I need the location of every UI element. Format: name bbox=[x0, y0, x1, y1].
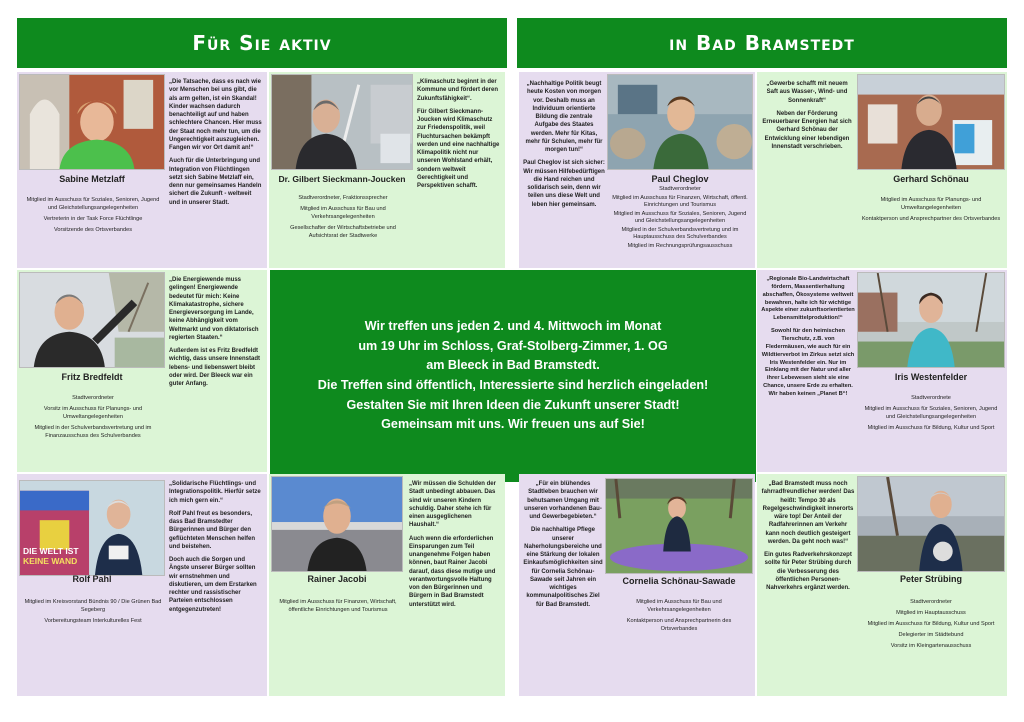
text-cheglov: „Nachhaltige Politik beugt heute Kosten von morgen vor. Deshalb muss an Individuum orientierte Bildung die zentrale Aufgabe des Staates werden. Mehr für Kitas, mehr für Schulen, mehr für morgen tun!“ Paul Cheglov ist sich sicher: Wir müssen Hilfebedürftigen die Hand reichen und solidarisch sein, denn wir teilen uns diese Welt und leben hier gemeinsam. bbox=[523, 81, 605, 208]
header-left: Für Sie aktiv bbox=[17, 18, 507, 68]
photo-struebing bbox=[857, 476, 1005, 572]
card-bredfeldt bbox=[17, 270, 267, 472]
text-schoenau: „Gewerbe schafft mit neuem Saft aus Wasser-, Wind- und Sonnenkraft“ Neben der Förderung Erneuerbarer Energien hat sich Gerhard Schönau der Entwicklung einer lebendigen Innenstadt verschrieben. bbox=[762, 81, 852, 150]
meeting-line-4: Die Treffen sind öffentlich, Interessierte sind herzlich eingeladen! bbox=[317, 378, 709, 392]
name-sawade: Cornelia Schönau-Sawade bbox=[622, 576, 736, 586]
card-sieckmann bbox=[269, 72, 505, 268]
card-struebing bbox=[757, 474, 1007, 696]
roles-cheglov: Stadtverordneter Mitglied im Ausschuss für Finanzen, Wirtschaft, öffentl. Einrichtungen und Tourismus Mitglied im Ausschuss für Soziales, Senioren, Jugend und Gleichstellungsangelegenheiten Mitglied in der Schulverbandsvertretung und im Hauptausschuss des Schulverbandes Mitglied im Rechnungsprüfungsausschuss bbox=[612, 186, 748, 249]
photo-sawade bbox=[605, 478, 753, 574]
name-cheglov: Paul Cheglov bbox=[651, 174, 709, 184]
name-pahl: Rolf Pahl bbox=[72, 574, 112, 584]
meeting-line-3: am Bleeck in Bad Bramstedt. bbox=[426, 358, 600, 373]
card-schoenau bbox=[757, 72, 1007, 268]
photo-westenfelder bbox=[857, 272, 1005, 368]
name-sieckmann: Dr. Gilbert Sieckmann-Joucken bbox=[278, 174, 406, 184]
roles-bredfeldt: Stadtverordneter Vorsitz im Ausschuss für Planungs- und Umweltangelegenheiten Mitglied in der Schulverbandsvertretung und im Finanzausschuss des Schulverbandes bbox=[34, 395, 152, 440]
photo-schoenau bbox=[857, 74, 1005, 170]
photo-pahl bbox=[19, 480, 165, 576]
photo-jacobi bbox=[271, 476, 403, 572]
photo-sieckmann bbox=[271, 74, 413, 170]
card-metzlaff bbox=[17, 72, 267, 268]
text-sieckmann: „Klimaschutz beginnt in der Kommune und fördert deren Zukunftsfähigkeit“. Für Gilbert Sieckmann-Joucken wird Klimaschutz zur Friedenspolitik, weil Fluchtursachen bekämpft werden und eine nachhaltige Klimapolitik nicht nur unseren Wohlstand erhält, sondern weltweit Gerechtigkeit und Perspektiven schafft. bbox=[417, 79, 500, 190]
roles-sawade: Mitglied im Ausschuss für Bau und Verkehrsangelegenheiten Kontaktperson und Ansprechpartnerin des Ortsverbandes bbox=[626, 599, 732, 633]
name-struebing: Peter Strübing bbox=[899, 574, 962, 584]
meeting-line-1: Wir treffen uns jeden 2. und 4. Mittwoch im Monat bbox=[364, 319, 662, 334]
text-pahl: „Solidarische Flüchtlings- und Integrationspolitik. Hierfür setze ich mich gern ein.“ Rolf Pahl freut es besonders, dass Bad Bramstedter Bürgerinnen und Bürger den geflüchteten Menschen helfen und beistehen. Doch auch die Sorgen und Ängste unserer Bürger sollten wir ernstnehmen und diskutieren, um dem Erstarken rechter und rassistischer Parteien entschlossen entgegenzutreten! bbox=[169, 481, 261, 613]
text-bredfeldt: „Die Energiewende muss gelingen! Energiewende bedeutet für mich: Keine Klimakatastrophe, sichere Energieversorgung im Lande, keine Abhängigkeit vom Weltmarkt und von diktatorisch regierten Staaten.“ Außerdem ist es Fritz Bredfeldt wichtig, dass unsere Innenstadt lebens- und liebenswert bleibt oder wird. Der Bleeck war ein guter Anfang. bbox=[169, 277, 261, 388]
card-sawade bbox=[519, 474, 755, 696]
text-struebing: „Bad Bramstedt muss noch fahrradfreundlicher werden! Das heißt: Tempo 30 als Regelgeschwindigkeit innerorts wäre top! Der Anteil der Radfahrerinnen am Verkehr kann noch deutlich gesteigert werden. Da geht noch was!“ Ein gutes Radverkehrskonzept sollte für Peter Strübing durch die Verbesserung des öffentlichen Personen-Nahverkehrs ergänzt werden. bbox=[761, 481, 855, 592]
text-metzlaff: „Die Tatsache, dass es nach wie vor Menschen bei uns gibt, die als arm gelten, ist ein Skandal! Kinder wachsen dadurch benachteiligt auf und haben schlechtere Chancen. Hier muss der Staat noch mehr tun, um die Ungerechtigkeit auszugleichen. Fangen wir vor Ort damit an!“ Auch für die Unterbringung und Integration von Flüchtlingen setzt sich Sabine Metzlaff ein, denn nur gemeinsames Handeln sichert die Zukunft - weltweit und in unserer Stadt. bbox=[169, 79, 262, 206]
roles-struebing: Stadtverordneter Mitglied im Hauptausschuss Mitglied im Ausschuss für Bildung, Kultur und Sport Delegierter im Städtebund Vorsitz im Kleingartenausschuss bbox=[867, 599, 995, 650]
header-right: in Bad Bramstedt bbox=[517, 18, 1007, 68]
card-jacobi bbox=[269, 474, 505, 696]
meeting-line-2: um 19 Uhr im Schloss, Graf-Stolberg-Zimmer, 1. OG bbox=[358, 338, 668, 353]
text-westenfelder: „Regionale Bio-Landwirtschaft fördern, Massentierhaltung abschaffen, Ökosysteme weltweit bewahren, halte ich für wichtige Aspekte einer zukunftsorientierten Lebensmittelproduktion!“ Sowohl für den heimischen Tierschutz, z.B. von Fledermäusen, wie auch für ein Wildtierverbot im Zirkus setzt sich Iris Westenfelder ein. Nur im Einklang mit der Natur und aller ihrer Lebewesen sieht sie eine Chance, unsere Erde zu erhalten. Wir haben keinen „Planet B“! bbox=[761, 276, 855, 398]
card-pahl bbox=[17, 474, 267, 696]
roles-jacobi: Mitglied im Ausschuss für Finanzen, Wirtschaft, öffentliche Einrichtungen und Tourismus bbox=[279, 599, 397, 614]
meeting-line-5: Gestalten Sie mit Ihren Ideen die Zukunft unserer Stadt! bbox=[346, 397, 680, 412]
photo-metzlaff bbox=[19, 74, 165, 170]
photo-cheglov bbox=[607, 74, 753, 170]
roles-sieckmann: Stadtverordneter, Fraktionssprecher Mitglied im Ausschuss für Bau und Verkehrsangelegenheiten Gesellschafter der Wirtschaftsbetriebe und Aufsichtsrat der Stadtwerke bbox=[290, 195, 396, 240]
roles-pahl: Mitglied im Kreisvorstand Bündnis 90 / Die Grünen Bad Segeberg Vorbereitungsteam Interkulturelles Fest bbox=[24, 599, 162, 625]
name-bredfeldt: Fritz Bredfeldt bbox=[61, 372, 123, 382]
roles-westenfelder: Stadtverordnete Mitglied im Ausschuss für Soziales, Senioren, Jugend und Gleichstellungsangelegenheiten Mitglied im Ausschuss für Bildung, Kultur und Sport bbox=[864, 395, 998, 432]
meeting-info-box bbox=[270, 270, 756, 482]
name-jacobi: Rainer Jacobi bbox=[307, 574, 367, 584]
text-jacobi: „Wir müssen die Schulden der Stadt unbedingt abbauen. Das sind wir unseren Kindern schuldig. Daher stehe ich für einen ausgeglichenen Haushalt.“ Auch wenn die erforderlichen Einsparungen zum Teil unangenehme Folgen haben können, baut Rainer Jacobi darauf, dass diese mutige und verantwortungsvolle Haltung von den Bürgerinnen und Bürgern in Bad Bramstedt unterstützt wird. bbox=[409, 481, 496, 608]
name-schoenau: Gerhard Schönau bbox=[893, 174, 969, 184]
poster-text: DIE WELT IST KEINE WAND bbox=[23, 546, 79, 566]
card-cheglov bbox=[519, 72, 755, 268]
roles-schoenau: Mitglied im Ausschuss für Planungs- und Umweltangelegenheiten Kontaktperson und Ansprechpartner des Ortsverbandes bbox=[861, 197, 1001, 223]
text-sawade: „Für ein blühendes Stadtleben brauchen wir behutsamen Umgang mit unseren vorhandenen Bau- und Gewerbegebieten.“ Die nachhaltige Pflege unserer Naherholungsbereiche und eine Stärkung der lokalen Einkaufsmöglichkeiten sind für Cornelia Schönau-Sawade seit Jahren ein wichtiges kommunalpolitisches Ziel für Bad Bramstedt. bbox=[523, 481, 603, 608]
meeting-line-6: Gemeinsam mit uns. Wir freuen uns auf Sie! bbox=[381, 417, 645, 432]
roles-metzlaff: Mitglied im Ausschuss für Soziales, Senioren, Jugend und Gleichstellungsangelegenheiten Vertreterin in der Task Force Flüchtlinge Vorsitzende des Ortsverbandes bbox=[26, 197, 160, 234]
name-westenfelder: Iris Westenfelder bbox=[894, 372, 968, 382]
name-metzlaff: Sabine Metzlaff bbox=[59, 174, 125, 184]
photo-bredfeldt bbox=[19, 272, 165, 368]
card-westenfelder bbox=[757, 270, 1007, 472]
